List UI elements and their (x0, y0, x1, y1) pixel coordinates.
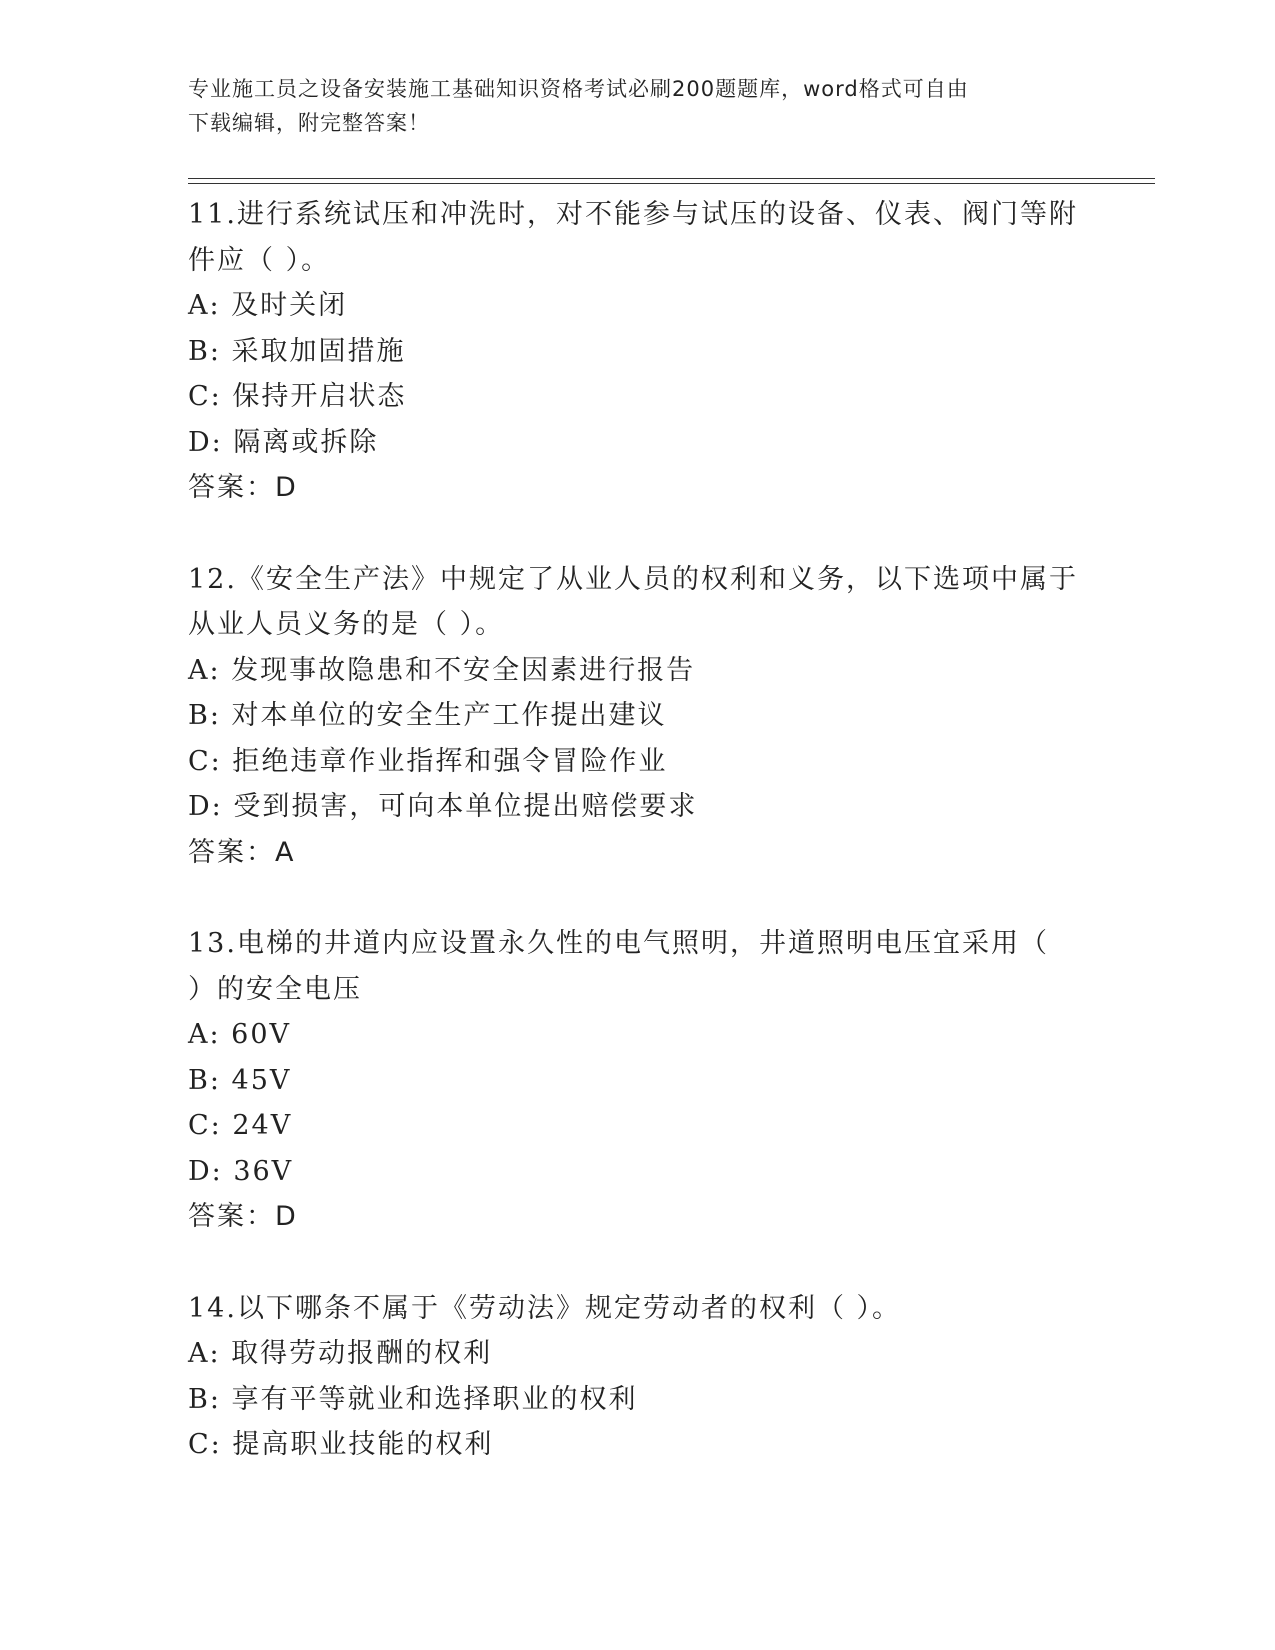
header-line-2: 下载编辑，附完整答案！ (188, 111, 430, 135)
option-d: D: 受到损害，可向本单位提出赔偿要求 (188, 791, 698, 822)
option-b: B: 45V (188, 1064, 292, 1096)
question-stem-line: 从业人员义务的是（ ）。 (188, 609, 505, 640)
option-c: C: 拒绝违章作业指挥和强令冒险作业 (188, 745, 668, 777)
question-list (188, 192, 1088, 1514)
option-a: A: 取得劳动报酬的权利 (188, 1338, 493, 1369)
answer: 答案：D (188, 472, 298, 503)
answer: 答案：D (188, 1201, 298, 1232)
option-b: B: 对本单位的安全生产工作提出建议 (188, 700, 667, 731)
question-stem-line: 11.进行系统试压和冲洗时，对不能参与试压的设备、仪表、阀门等附 (188, 199, 1078, 230)
header-divider-bottom (188, 183, 1155, 184)
option-b: B: 采取加固措施 (188, 335, 406, 367)
option-a: A: 及时关闭 (188, 290, 348, 321)
question-stem-line: 14.以下哪条不属于《劳动法》规定劳动者的权利（ ）。 (188, 1292, 902, 1324)
option-d: D: 隔离或拆除 (188, 426, 379, 458)
header-divider-top (188, 178, 1155, 179)
option-a: A: 60V (188, 1019, 292, 1050)
option-c: C: 提高职业技能的权利 (188, 1429, 494, 1460)
question-stem-line: 12.《安全生产法》中规定了从业人员的权利和义务，以下选项中属于 (188, 563, 1078, 595)
question-13 (188, 921, 1088, 1240)
question-stem-line: ）的安全电压 (188, 973, 362, 1005)
option-c: C: 保持开启状态 (188, 381, 407, 412)
document-header (188, 72, 1068, 140)
question-11 (188, 192, 1088, 511)
option-a: A: 发现事故隐患和不安全因素进行报告 (188, 654, 696, 686)
option-c: C: 24V (188, 1110, 293, 1141)
option-b: B: 享有平等就业和选择职业的权利 (188, 1383, 638, 1415)
option-d: D: 36V (188, 1155, 294, 1187)
header-line-1: 专业施工员之设备安装施工基础知识资格考试必刷200题题库，word格式可自由 (188, 77, 969, 101)
question-12 (188, 557, 1088, 876)
answer: 答案：A (188, 836, 296, 868)
question-14 (188, 1286, 1088, 1468)
question-stem-line: 件应（ ）。 (188, 244, 331, 276)
question-stem-line: 13.电梯的井道内应设置永久性的电气照明，井道照明电压宜采用（ (188, 928, 1049, 959)
